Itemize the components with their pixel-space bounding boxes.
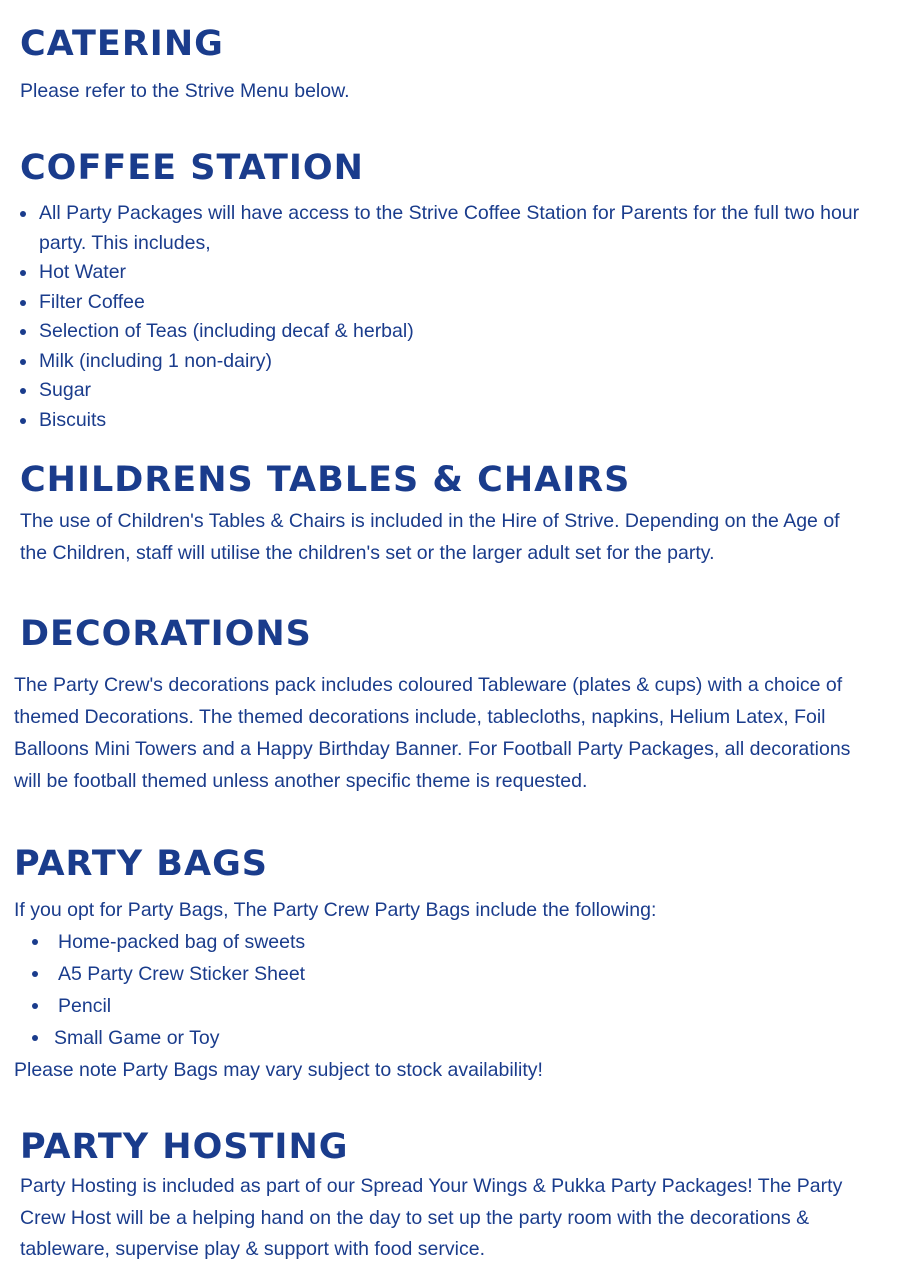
catering-heading: CATERING [20,24,224,64]
tables-chairs-heading: CHILDRENS TABLES & CHAIRS [20,460,631,500]
list-item: Filter Coffee [20,288,860,318]
list-item: Selection of Teas (including decaf & herbal) [20,317,860,347]
list-item: Milk (including 1 non-dairy) [20,347,860,377]
list-item: Home-packed bag of sweets [32,926,732,958]
list-item: Sugar [20,376,860,406]
decorations-text: The Party Crew's decorations pack includes coloured Tableware (plates & cups) with a choice of themed Decorations. The themed decorations include, tablecloths, napkins, Helium Latex, Foil Balloons Mini Towers and a Happy Birthday Banner. For Football Party Packages, all decorations will be football themed unless another specific theme is requested. [14,674,851,792]
party-hosting-section [20,1127,880,1266]
coffee-station-heading: COFFEE STATION [20,148,364,188]
list-item: All Party Packages will have access to the Strive Coffee Station for Parents for the full two hour party. This includes, [20,199,860,258]
party-bags-note: Please note Party Bags may vary subject to stock availability! [14,1059,543,1081]
catering-text: Please refer to the Strive Menu below. [20,80,350,102]
decorations-section [14,614,874,797]
tables-chairs-text: The use of Children's Tables & Chairs is included in the Hire of Strive. Depending on the Age of the Children, staff will utilise the children's set or the larger adult set for the party. [20,510,840,564]
list-item: Pencil [32,990,732,1022]
list-item: Biscuits [20,406,860,436]
party-bags-section [14,844,874,1086]
list-item: Small Game or Toy [32,1022,732,1054]
catering-section [20,24,880,106]
list-item: Hot Water [20,258,860,288]
party-bags-heading: PARTY BAGS [14,844,269,884]
party-bags-intro: If you opt for Party Bags, The Party Crew Party Bags include the following: [14,899,657,921]
list-item: A5 Party Crew Sticker Sheet [32,958,732,990]
coffee-station-section [20,148,880,435]
party-hosting-text: Party Hosting is included as part of our Spread Your Wings & Pukka Party Packages! The Party Crew Host will be a helping hand on the day to set up the party room with the decorations & tableware, supervise play & support with food service. [20,1175,843,1260]
decorations-heading: DECORATIONS [20,614,312,654]
party-hosting-heading: PARTY HOSTING [20,1127,349,1167]
tables-chairs-section [20,460,880,569]
coffee-station-list [20,199,860,435]
party-bags-list [32,926,732,1054]
